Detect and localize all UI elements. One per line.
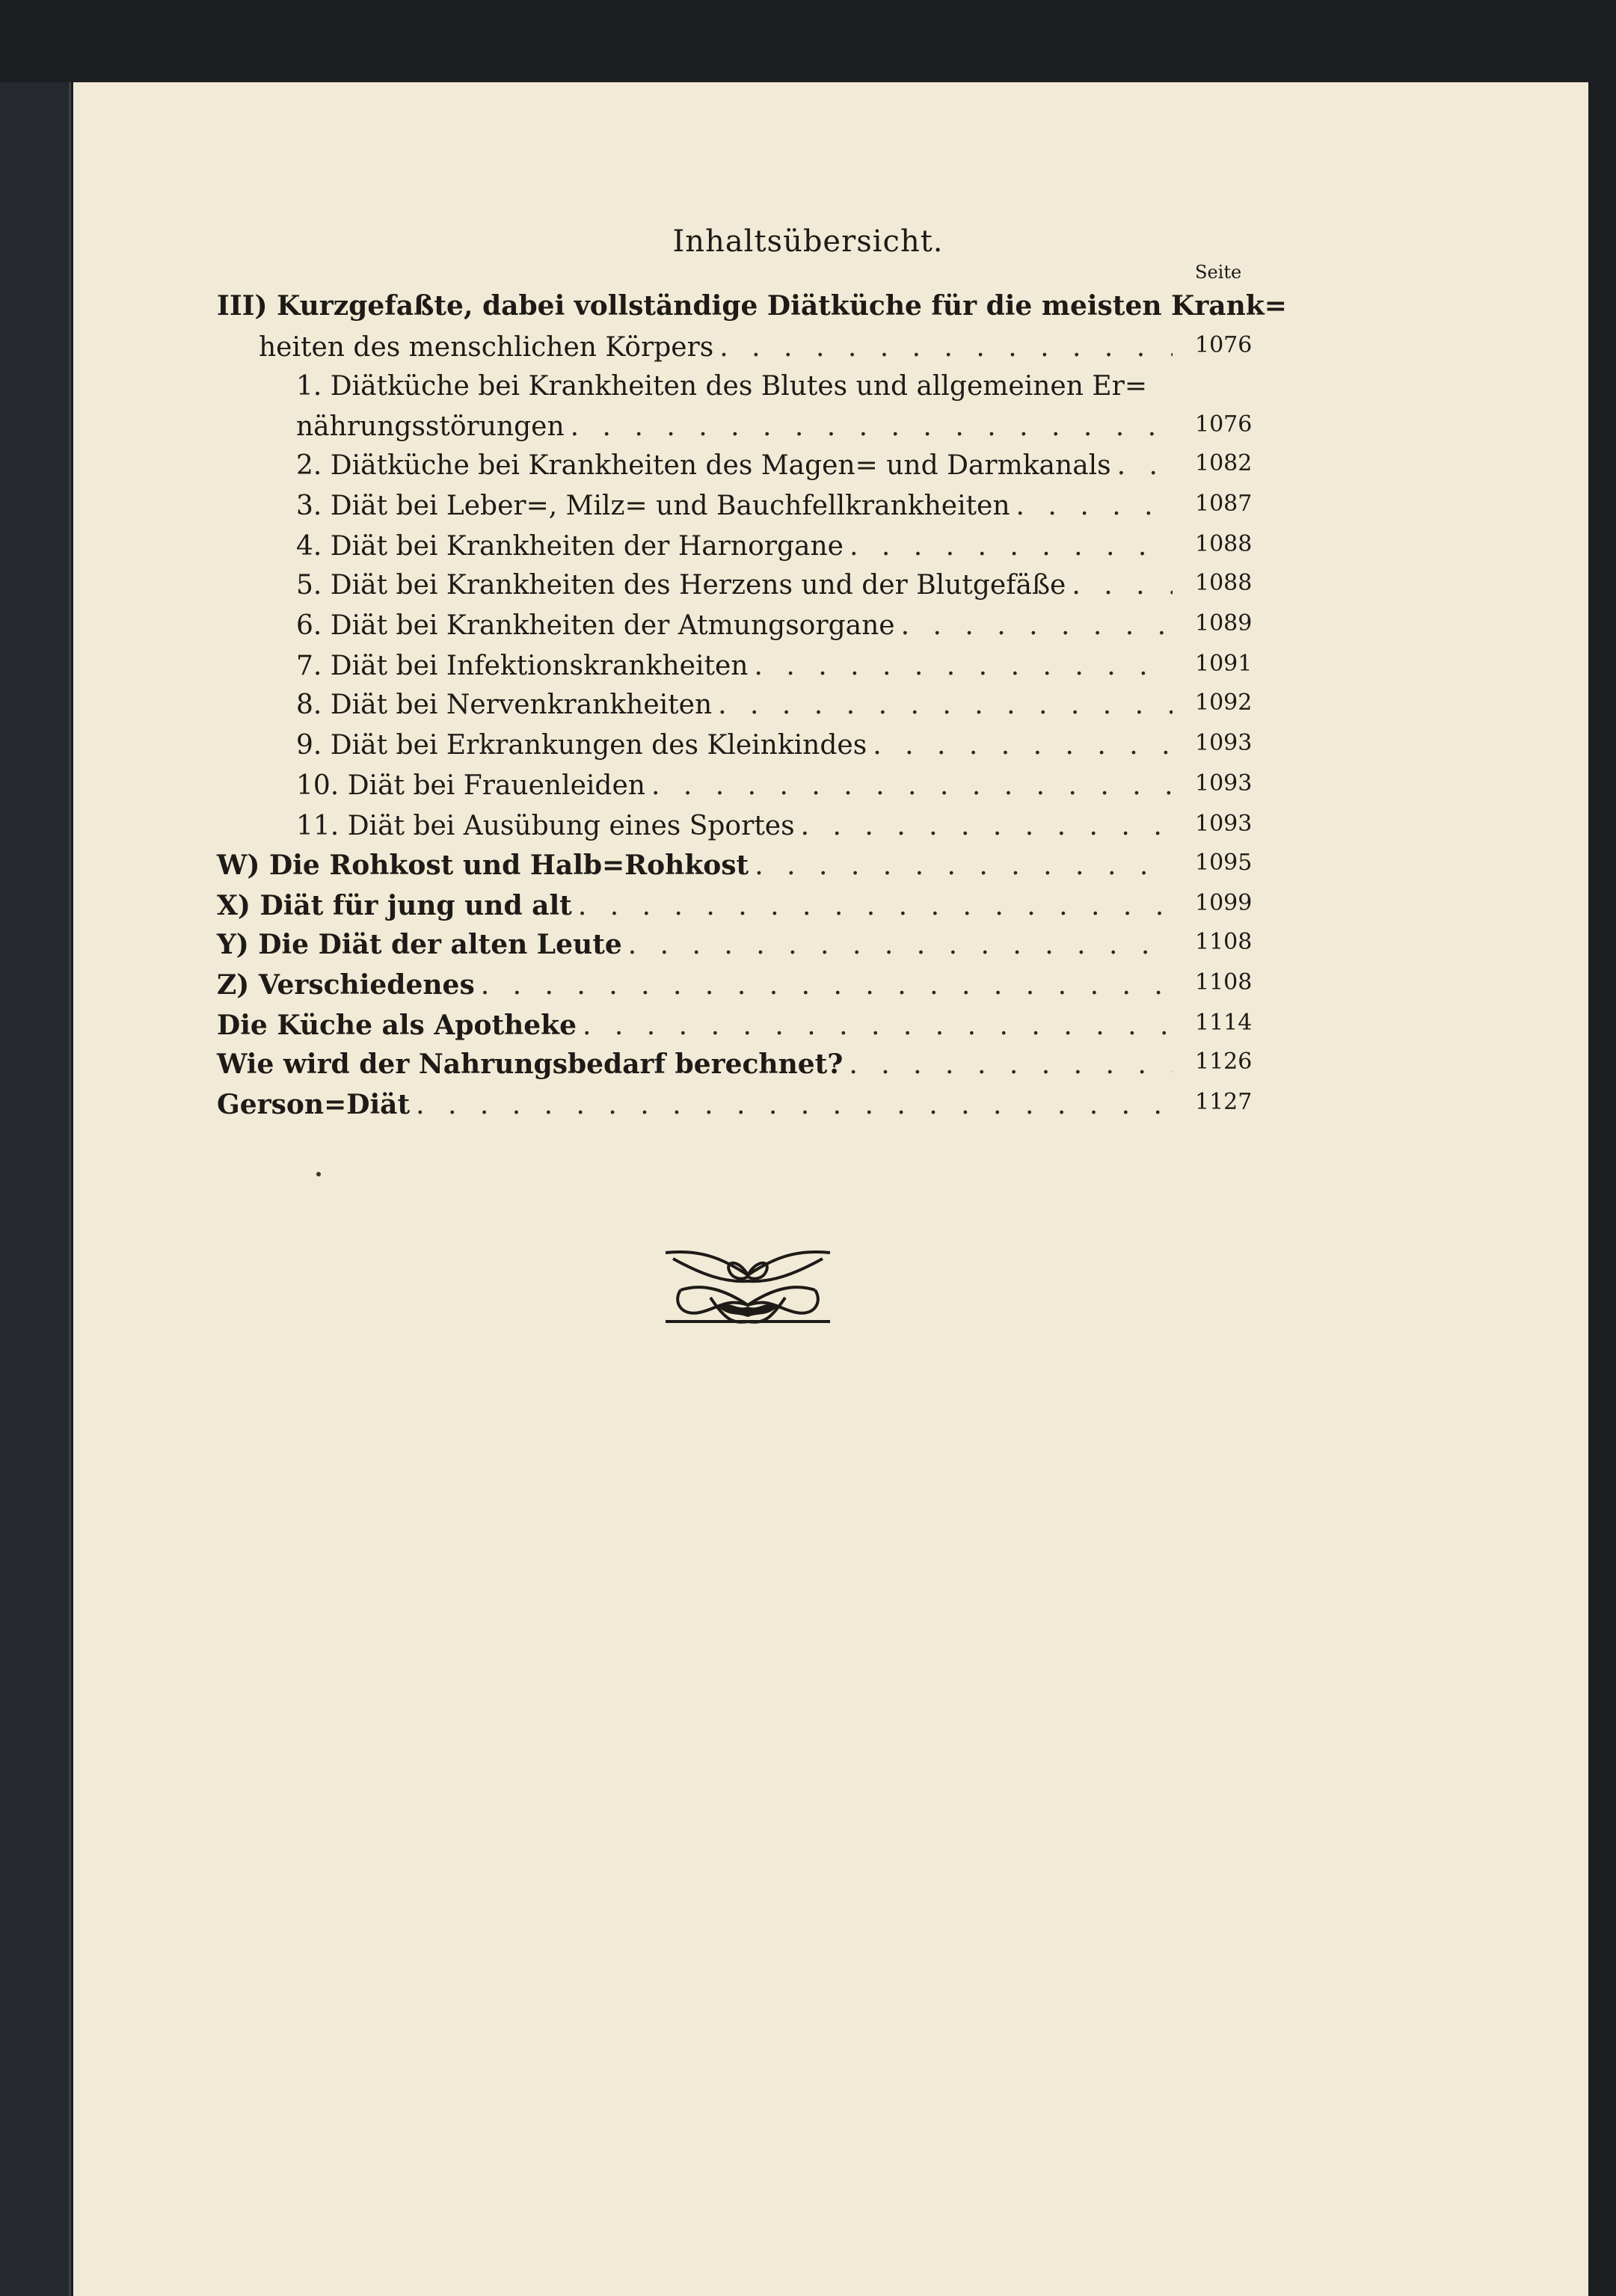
toc-entry-label: 4. Diät bei Krankheiten der Harnorgane [296,531,844,562]
toc-entry-label: Y) Die Diät der alten Leute [217,929,622,960]
art-nouveau-ornament-icon [658,1238,838,1335]
toc-entry [217,929,1179,963]
toc-page-number: 1127 [1195,1089,1253,1115]
toc-entry-label: 9. Diät bei Erkrankungen des Kleinkindes [296,730,867,761]
leader-dots [651,770,1173,801]
toc-entry [296,450,1179,485]
toc-entry-label: Wie wird der Nahrungsbedarf berechnet? [217,1049,844,1080]
toc-page-number: 1114 [1195,1010,1253,1036]
leader-dots [628,930,1173,960]
book-spine-edge [0,82,71,2296]
toc-entry-label: III) Kurzgefaßte, dabei vollständige Diätküche für die meisten Krank= [217,290,1287,322]
leader-dots [754,651,1173,681]
toc-page-number: 1093 [1195,770,1253,796]
leader-dots [1072,570,1173,601]
toc-page-number: 1108 [1195,969,1253,995]
toc-page-number: 1095 [1195,850,1253,876]
toc-entry [217,850,1179,884]
toc-entry-label: 1. Diätküche bei Krankheiten des Blutes und allgemeinen Er= [296,371,1148,402]
toc-entry-label: 5. Diät bei Krankheiten des Herzens und der Blutgefäße [296,570,1066,601]
leader-dots [718,690,1173,720]
toc-entry [296,610,1179,645]
toc-page-number: 1087 [1195,491,1253,517]
toc-entry [296,690,1179,724]
toc-page-number: 1088 [1195,570,1253,596]
toc-entry-label: 3. Diät bei Leber=, Milz= und Bauchfellkrankheiten [296,491,1010,521]
toc-page-number: 1082 [1195,450,1253,476]
page-column-label: Seite [1195,262,1242,283]
toc-entry-label: W) Die Rohkost und Halb=Rohkost [217,850,749,881]
leader-dots [578,891,1173,921]
leader-dots [571,411,1173,442]
ink-blot [316,1172,321,1176]
toc-entry [217,890,1179,924]
toc-page-number: 1093 [1195,811,1253,837]
toc-page-number: 1092 [1195,690,1253,716]
leader-dots [719,332,1173,363]
toc-entry-label: 2. Diätküche bei Krankheiten des Magen= und Darmkanals [296,450,1111,481]
toc-entry [296,730,1179,764]
leader-dots [481,970,1173,1001]
toc-page-number: 1091 [1195,651,1253,677]
toc-entry-label: Die Küche als Apotheke [217,1010,577,1041]
leader-dots [1016,491,1173,521]
toc-entry-label: 10. Diät bei Frauenleiden [296,770,645,801]
toc-entry-cont: heiten des menschlichen Körpers [259,332,714,363]
toc-entry-label: 8. Diät bei Nervenkrankheiten [296,690,713,720]
leader-dots [901,610,1173,641]
toc-entry [259,332,1179,366]
leader-dots [850,531,1173,562]
toc-entry [296,651,1179,685]
toc-page-number: 1093 [1195,730,1253,756]
toc-entry-cont: nährungsstörungen [296,411,565,442]
toc-entry [296,531,1179,565]
leader-dots [873,730,1173,761]
toc-entry [296,411,1179,446]
toc-page-number: 1099 [1195,890,1253,916]
leader-dots [1117,450,1173,481]
toc-entry [217,1089,1179,1123]
leader-dots [801,811,1173,841]
toc-entry-label: 11. Diät bei Ausübung eines Sportes [296,811,795,841]
leader-dots [583,1010,1173,1041]
toc-entry-label: Gerson=Diät [217,1089,411,1120]
leader-dots [849,1049,1173,1080]
toc-entry [296,491,1179,525]
toc-entry [217,1049,1179,1083]
toc-entry-label: 7. Diät bei Infektionskrankheiten [296,651,749,681]
toc-page-number: 1088 [1195,531,1253,557]
toc-entry [296,770,1179,805]
toc-page-number: 1089 [1195,610,1253,636]
toc-entry [217,969,1179,1004]
toc-entry [217,1010,1179,1044]
leader-dots [755,850,1173,881]
toc-page-number: 1108 [1195,929,1253,955]
toc-entry-label: 6. Diät bei Krankheiten der Atmungsorgane [296,610,895,641]
leader-dots [416,1090,1173,1120]
toc-entry-label: X) Diät für jung und alt [217,890,572,921]
toc-page-number: 1076 [1195,332,1253,358]
toc-page-number: 1076 [1195,411,1253,438]
toc-entry-label: Z) Verschiedenes [217,969,475,1001]
toc-page-number: 1126 [1195,1049,1253,1075]
toc-entry [296,570,1179,604]
page-title: Inhaltsübersicht. [672,224,944,259]
toc-entry [296,811,1179,845]
